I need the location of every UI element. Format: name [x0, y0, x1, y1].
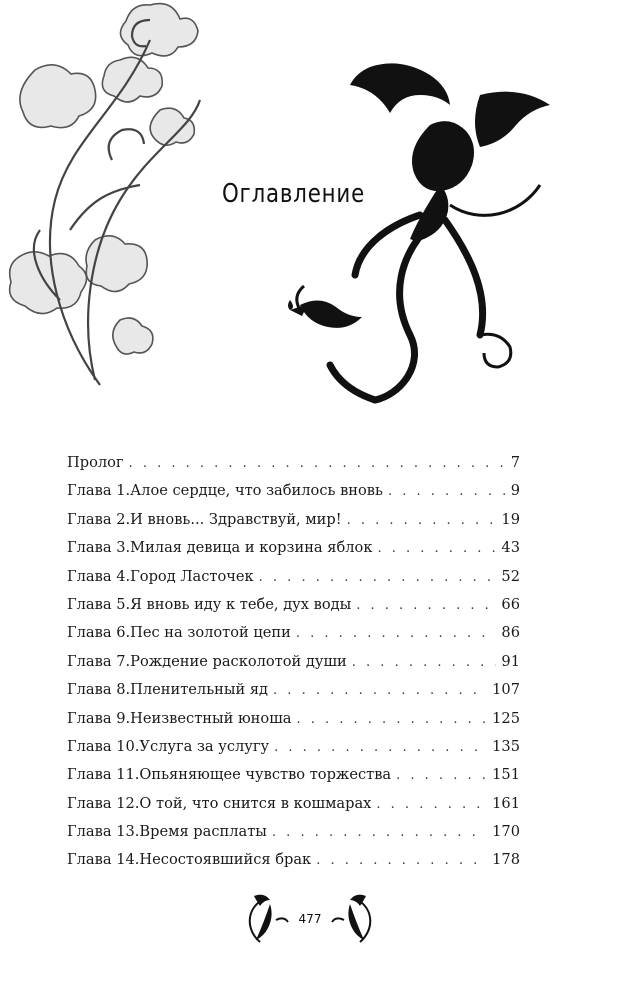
toc-entry-chapter-5[interactable]: [67, 596, 520, 624]
toc-entry-prefix: Глава 1.: [67, 482, 131, 500]
toc-entry-chapter-12[interactable]: [67, 795, 520, 823]
leader-dots: [356, 598, 496, 613]
toc-entry-chapter-13[interactable]: [67, 823, 520, 851]
toc-entry-prefix: Глава 13.: [67, 823, 140, 841]
table-of-contents: [67, 454, 520, 880]
toc-entry-page: 66: [501, 595, 520, 613]
toc-entry-title: Я вновь иду к тебе, дух воды: [130, 595, 352, 613]
page-title: Оглавление: [221, 179, 366, 209]
toc-entry-title: Город Ласточек: [130, 567, 254, 585]
toc-entry-chapter-2[interactable]: [67, 511, 520, 539]
page-number: 477: [298, 912, 322, 926]
toc-entry-chapter-11[interactable]: [67, 766, 520, 794]
toc-entry-title: Опьяняющее чувство торжества: [139, 766, 392, 784]
toc-entry-title: Рождение расколотой души: [130, 652, 347, 670]
toc-entry-prefix: Глава 8.: [67, 681, 131, 699]
toc-entry-page: 19: [501, 510, 520, 528]
toc-entry-page: 135: [492, 737, 520, 755]
toc-entry-chapter-9[interactable]: [67, 710, 520, 738]
toc-entry-page: 107: [492, 681, 520, 699]
leader-dots: [352, 655, 497, 670]
leader-dots: [388, 484, 505, 499]
toc-entry-prefix: Глава 3.: [67, 539, 131, 557]
toc-entry-page: 43: [501, 539, 520, 557]
toc-entry-title: Неизвестный юноша: [130, 709, 292, 727]
toc-entry-prefix: Глава 6.: [67, 624, 131, 642]
toc-entry-prefix: Глава 4.: [67, 567, 131, 585]
page-folio: [240, 890, 380, 950]
leader-dots: [274, 740, 487, 755]
toc-entry-chapter-14[interactable]: [67, 851, 520, 879]
toc-entry-chapter-4[interactable]: [67, 568, 520, 596]
toc-entry-title: Пленительный яд: [130, 681, 269, 699]
toc-entry-title: Время расплаты: [139, 823, 267, 841]
toc-entry-page: 161: [492, 794, 520, 812]
toc-entry-title: Пес на золотой цепи: [130, 624, 291, 642]
leader-dots: [296, 712, 487, 727]
toc-entry-title: Алое сердце, что забилось вновь: [130, 482, 383, 500]
toc-entry-page: 86: [501, 624, 520, 642]
toc-entry-prefix: Глава 7.: [67, 652, 131, 670]
leader-dots: [273, 683, 487, 698]
toc-entry-chapter-10[interactable]: [67, 738, 520, 766]
toc-entry-page: 151: [492, 766, 520, 784]
toc-entry-prefix: Пролог: [67, 454, 124, 471]
toc-entry-prefix: Глава 11.: [67, 766, 140, 784]
toc-entry-title: О той, что снится в кошмарах: [139, 794, 372, 812]
toc-entry-chapter-7[interactable]: [67, 653, 520, 681]
leader-dots: [396, 768, 487, 783]
toc-entry-title: Несостоявшийся брак: [139, 851, 312, 869]
toc-entry-page: 9: [510, 482, 520, 500]
toc-entry-page: 170: [492, 823, 520, 841]
leader-dots: [129, 456, 505, 471]
toc-entry-prefix: Глава 5.: [67, 595, 131, 613]
toc-entry-chapter-8[interactable]: [67, 681, 520, 709]
leader-dots: [377, 541, 496, 556]
toc-entry-prefix: Глава 9.: [67, 709, 131, 727]
toc-entry-prefix: Глава 12.: [67, 794, 140, 812]
toc-entry-prologue[interactable]: [67, 454, 520, 482]
leader-dots: [316, 853, 487, 868]
toc-entry-title: И вновь... Здравствуй, мир!: [130, 510, 342, 528]
toc-entry-prefix: Глава 14.: [67, 851, 140, 869]
phoenix-icon: [280, 55, 555, 415]
leader-dots: [259, 570, 497, 585]
leader-dots: [272, 825, 487, 840]
toc-entry-prefix: Глава 10.: [67, 737, 140, 755]
toc-entry-chapter-3[interactable]: [67, 539, 520, 567]
leader-dots: [376, 797, 487, 812]
toc-entry-prefix: Глава 2.: [67, 510, 131, 528]
toc-entry-page: 91: [501, 652, 520, 670]
toc-entry-page: 125: [492, 709, 520, 727]
toc-entry-page: 52: [501, 567, 520, 585]
toc-entry-title: Милая девица и корзина яблок: [130, 539, 373, 557]
toc-entry-chapter-6[interactable]: [67, 624, 520, 652]
toc-entry-page: 178: [492, 851, 520, 869]
toc-entry-title: Услуга за услугу: [139, 737, 270, 755]
toc-entry-chapter-1[interactable]: [67, 482, 520, 510]
leader-dots: [347, 513, 497, 528]
toc-entry-page: 7: [510, 454, 520, 471]
leader-dots: [296, 626, 497, 641]
